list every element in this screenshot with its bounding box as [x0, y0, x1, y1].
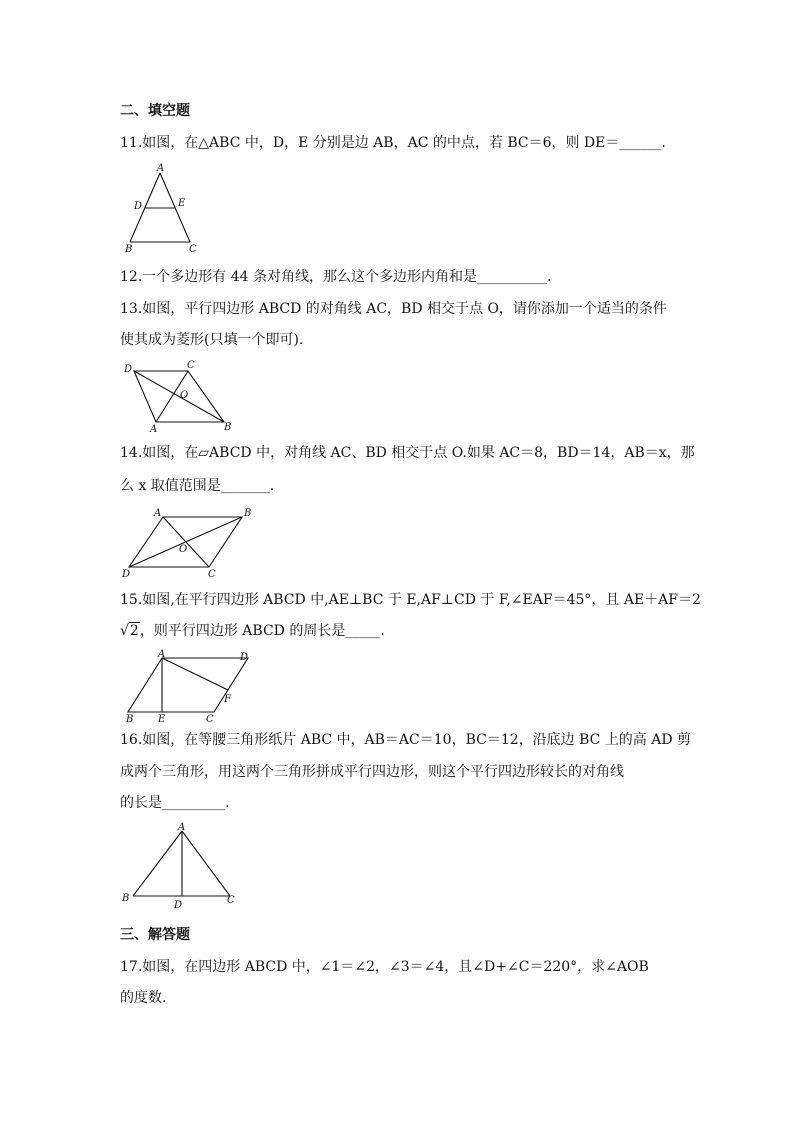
fig11-label-d: D	[134, 201, 143, 212]
figure-16-isosceles-triangle	[120, 822, 245, 910]
section-title-answer: 三、解答题	[120, 927, 190, 943]
fig15-label-e: E	[158, 714, 166, 725]
fig11-label-a: A	[157, 163, 165, 174]
question-17-line-1: 17.如图，在四边形 ABCD 中，∠1＝∠2，∠3＝∠4，且∠D+∠C＝220°，求∠AOB	[120, 959, 649, 975]
question-15-line-1: 15.如图,在平行四边形 ABCD 中,AE⊥BC 于 E,AF⊥CD 于 F,∠EAF＝45°，且 AE＋AF＝2	[120, 592, 701, 608]
fig13-label-a: A	[150, 424, 158, 435]
question-16-line-2: 成两个三角形，用这两个三角形拼成平行四边形，则这个平行四边形较长的对角线	[120, 764, 624, 780]
figure-13-parallelogram	[120, 358, 240, 434]
fig14-label-c: C	[208, 569, 216, 580]
question-12-text: 12.一个多边形有 44 条对角线，那么这个多边形内角和是__________.	[120, 269, 552, 285]
fig13-label-o: O	[180, 390, 189, 401]
fig13-label-b: B	[224, 422, 232, 433]
fig16-label-c: C	[227, 895, 235, 906]
fig16-side-ac	[182, 831, 230, 896]
fig15-label-a: A	[158, 649, 166, 660]
fig13-diagonal-db	[134, 371, 224, 422]
section-title-fill-blank: 二、填空题	[120, 103, 190, 119]
fig13-label-d: D	[124, 364, 133, 375]
fig16-label-d: D	[174, 900, 183, 911]
question-16-line-1: 16.如图，在等腰三角形纸片 ABC 中，AB＝AC＝10，BC＝12，沿底边 BC 上的高 AD 剪	[120, 732, 692, 748]
fig11-label-e: E	[178, 198, 186, 209]
sqrt-radicand: 2	[129, 623, 139, 639]
fig15-label-c: C	[206, 714, 214, 725]
fig15-altitude-af	[162, 658, 228, 690]
question-16-line-3: 的长是_________.	[120, 795, 230, 811]
fig15-label-f: F	[224, 694, 231, 705]
figure-11-triangle	[122, 162, 212, 254]
fig16-side-ab	[133, 831, 182, 896]
fig15-label-b: B	[126, 714, 134, 725]
figure-15-parallelogram	[120, 650, 260, 726]
question-15-line-2	[120, 621, 385, 641]
question-17-line-2: 的度数.	[120, 990, 167, 1006]
question-14-line-2: 么 x 取值范围是_______.	[120, 478, 275, 494]
question-13-line-2: 使其成为菱形(只填一个即可).	[120, 332, 304, 348]
question-15-line-2-rest: ，则平行四边形 ABCD 的周长是_____.	[139, 623, 385, 639]
fig14-label-d: D	[122, 569, 131, 580]
fig15-label-d: D	[240, 652, 249, 663]
figure-14-parallelogram	[120, 505, 270, 581]
fig14-label-o: O	[179, 544, 188, 555]
fig11-label-c: C	[189, 244, 197, 255]
fig16-label-a: A	[178, 822, 186, 833]
question-14-line-1: 14.如图，在▱ABCD 中，对角线 AC、BD 相交于点 O.如果 AC＝8，BD＝14，AB＝x，那	[120, 445, 695, 461]
question-11-text: 11.如图，在△ABC 中，D，E 分别是边 AB，AC 的中点，若 BC＝6，则 DE＝______.	[120, 135, 666, 151]
fig14-label-a: A	[154, 508, 162, 519]
fig13-label-c: C	[187, 360, 195, 371]
fig14-label-b: B	[244, 508, 252, 519]
fig11-label-b: B	[125, 244, 133, 255]
sqrt-sign: √	[120, 623, 129, 639]
question-13-line-1: 13.如图，平行四边形 ABCD 的对角线 AC，BD 相交于点 O，请你添加一个适当的条件	[120, 301, 667, 317]
fig16-label-b: B	[122, 893, 130, 904]
